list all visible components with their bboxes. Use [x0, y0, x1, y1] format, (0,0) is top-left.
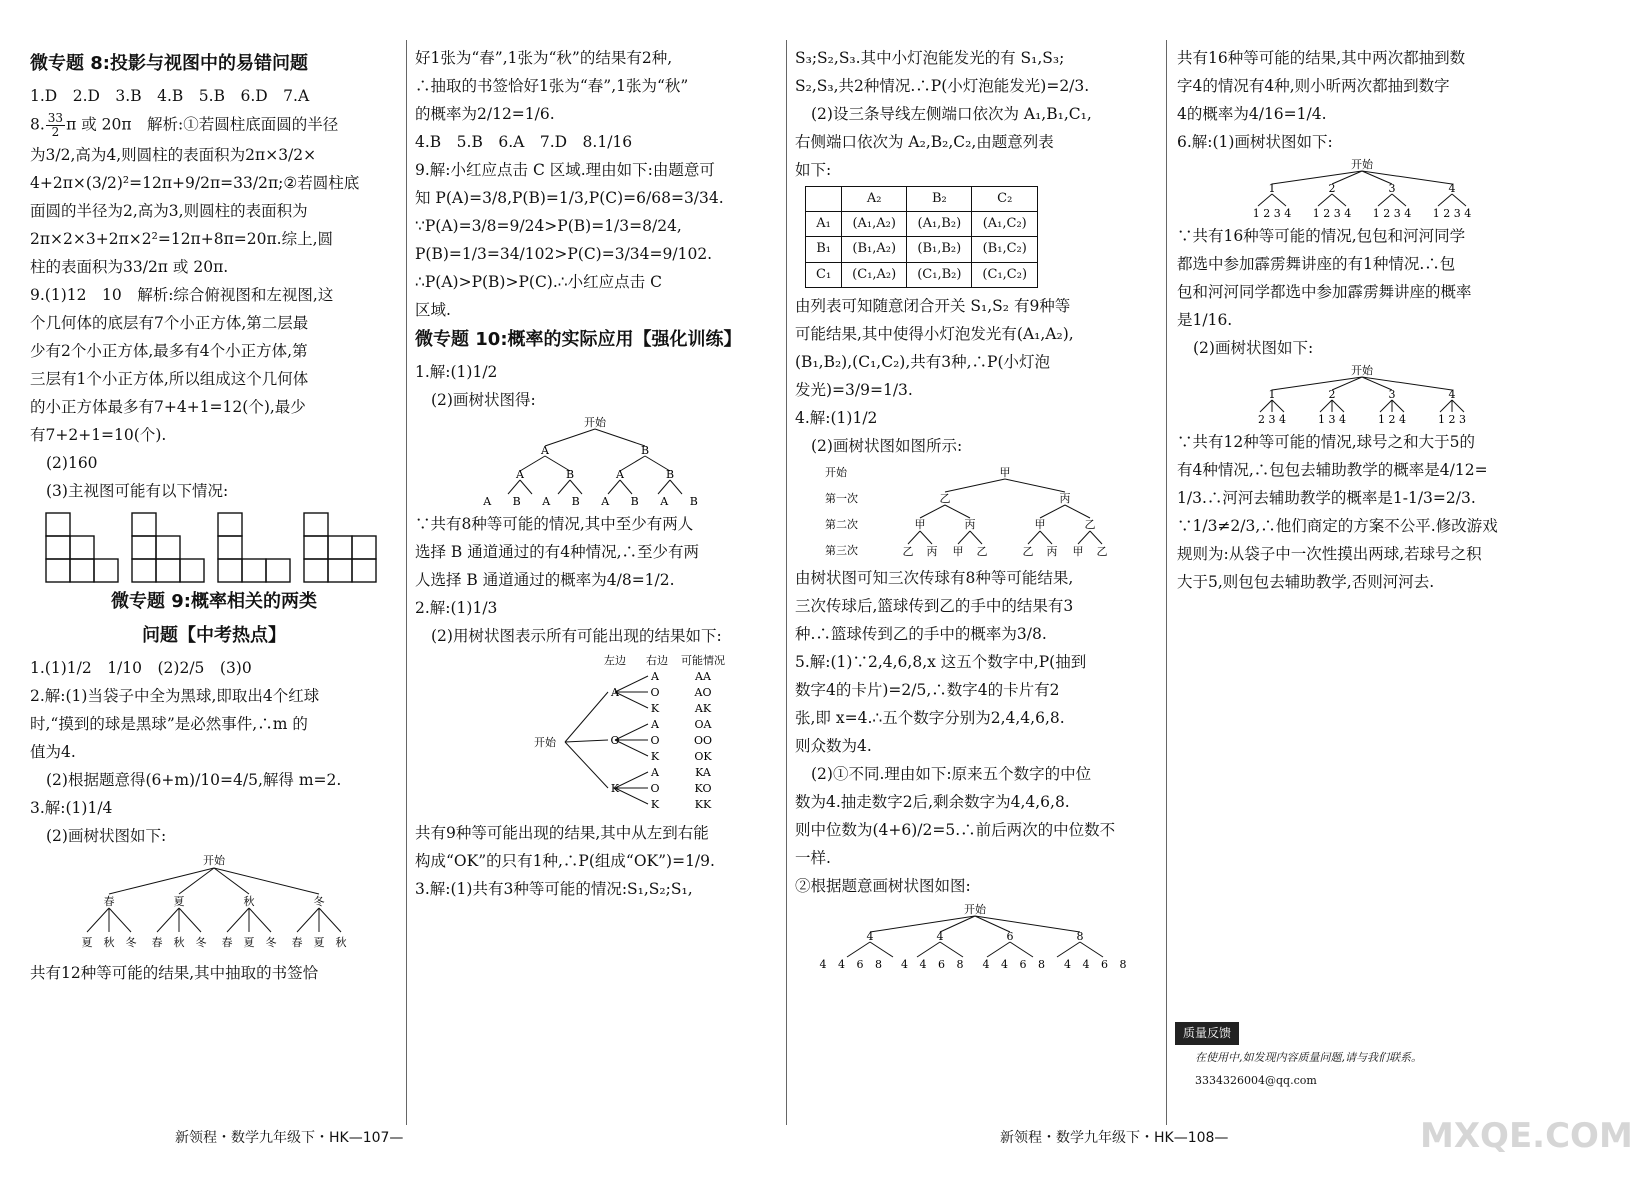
answer-line: 由树状图可知三次传球有8种等可能结果,: [795, 568, 1074, 587]
answer-line: (2)画树状图如图所示:: [811, 436, 963, 455]
tree-diagram-lectures: [1242, 158, 1482, 220]
tree-node: 8: [1076, 929, 1084, 943]
table-cell: C₁: [806, 262, 842, 287]
table-row: [806, 237, 1038, 262]
tree-root: 开始: [203, 854, 225, 868]
outcome-table: [805, 186, 1038, 288]
answer-line: 的概率为2/12=1/6.: [415, 105, 555, 124]
answer-line: 数字4的卡片)=2/5,∴数字4的卡片有2: [795, 680, 1060, 699]
answer-line: 1.解:(1)1/2: [415, 363, 498, 382]
tree-node: 3: [1388, 182, 1396, 196]
table-cell: (B₁,B₂): [907, 237, 972, 262]
answer-line: 知 P(A)=3/8,P(B)=1/3,P(C)=6/68=3/34.: [415, 189, 724, 208]
tree-node: 丙: [964, 517, 976, 531]
tree-node: B: [640, 444, 650, 458]
table-cell: B₁: [806, 237, 842, 262]
outcome: AO: [694, 686, 712, 700]
answer-line: 大于5,则包包去辅助教学,否则河河去.: [1177, 573, 1435, 592]
answer-line: 如下:: [795, 161, 832, 180]
answer-line: 好1张为“春”,1张为“秋”的结果有2种,: [415, 49, 673, 67]
answer-line: 区域.: [415, 301, 451, 320]
tree-root: 开始: [534, 736, 556, 750]
tree-node: 2: [1328, 388, 1336, 402]
tree-node: 甲: [1034, 517, 1046, 531]
tree-leaf: 冬: [125, 936, 137, 950]
answer-line: ∵共有16种等可能的情况,包包和河河同学: [1177, 227, 1466, 246]
quality-feedback-text: 在使用中,如发现内容质量问题,请与我们联系。: [1195, 1050, 1422, 1064]
outcome: KA: [695, 766, 711, 780]
table-cell: (B₁,C₂): [972, 237, 1038, 262]
answer-line: 可能结果,其中使得小灯泡发光有(A₁,A₂),: [795, 324, 1074, 343]
answer-line: (2)画树状图得:: [431, 391, 536, 410]
tree-root: 开始: [1351, 158, 1373, 172]
quality-feedback-tag: 质量反馈: [1175, 1022, 1239, 1045]
tree-node: 4: [866, 929, 874, 943]
answer-line: 张,即 x=4.∴五个数字分别为2,4,4,6,8.: [795, 708, 1065, 727]
table-cell: B₂: [907, 187, 972, 212]
answer-line: 6.解:(1)画树状图如下:: [1177, 133, 1333, 152]
tree-node: 甲: [914, 517, 926, 531]
tree-node: O: [650, 686, 660, 700]
tree-leaf: 冬: [195, 936, 207, 950]
column-divider: [786, 40, 787, 1125]
answer-line: 1.D 2.D 3.B 4.B 5.B 6.D 7.A: [30, 86, 310, 105]
outcome: AA: [695, 670, 711, 684]
tree-leaf: 春: [291, 936, 303, 950]
tree-node: 乙: [1084, 517, 1096, 531]
answer-line: 构成“OK”的只有1种,∴P(组成“OK”)=1/9.: [415, 852, 715, 871]
table-row: [806, 212, 1038, 237]
tree-node: A: [651, 670, 659, 684]
tree-leaf: 夏: [243, 936, 255, 950]
footer-left: 新领程・数学九年级下・HK—107—: [175, 1130, 404, 1146]
tree-leaf: 春: [221, 936, 233, 950]
answer-line: (2)160: [46, 454, 98, 473]
tree-row-label: 第三次: [825, 543, 858, 557]
answer-line: (B₁,B₂),(C₁,C₂),共有3种,∴P(小灯泡: [795, 352, 1051, 371]
section-heading-10: 微专题 10:概率的实际应用【强化训练】: [415, 329, 742, 351]
tree-leaves: 1 2 3 4: [1312, 207, 1352, 221]
tree-node: 冬: [313, 895, 325, 909]
tree-diagram-balls: [1242, 364, 1482, 426]
tree-leaf: 冬: [265, 936, 277, 950]
answer-line: 面圆的半径为2,高为3,则圆柱的表面积为: [30, 202, 308, 221]
tree-leaf: 夏: [313, 936, 325, 950]
column-2: [415, 46, 775, 1126]
tree-row-label: 第二次: [825, 517, 858, 531]
footer-right: 新领程・数学九年级下・HK—108—: [1000, 1130, 1229, 1146]
tree-leaf: 秋: [335, 936, 347, 950]
answer-line: 右侧端口依次为 A₂,B₂,C₂,由题意列表: [795, 133, 1054, 152]
tree-leaves: 1 2 3 4: [1372, 207, 1412, 221]
tree-node: 秋: [243, 895, 255, 909]
tree-root: 甲: [999, 465, 1011, 479]
answer-line: (2)画树状图如下:: [46, 827, 167, 846]
tree-node: 春: [103, 895, 115, 909]
answer-line: 则中位数为(4+6)/2=5.∴前后两次的中位数不: [795, 820, 1116, 839]
outcome: AK: [694, 702, 712, 716]
answer-line: 人选择 B 通道通过的概率为4/8=1/2.: [415, 571, 675, 590]
answer-line: ②根据题意画树状图如图:: [795, 876, 971, 895]
quality-feedback-box: [1175, 1020, 1555, 1089]
tree-node: A: [616, 468, 624, 482]
table-cell: (B₁,A₂): [842, 237, 907, 262]
column-1: [30, 46, 398, 1126]
answer-line: 5.解:(1)∵2,4,6,8,x 这五个数字中,P(抽到: [795, 652, 1087, 671]
tree-leaves: 1 2 3 4: [1432, 207, 1472, 221]
front-view-diagrams: [30, 509, 390, 584]
answer-line: ∴抽取的书签恰好1张为“春”,1张为“秋”: [415, 77, 689, 96]
answer-line: 2π×2×3+2π×2²=12π+8π=20π.综上,圆: [30, 230, 334, 249]
tree-node: O: [610, 734, 620, 748]
answer-line: 包和河河同学都选中参加霹雳舞讲座的概率: [1177, 283, 1472, 302]
tree-node: B: [665, 468, 675, 482]
answer-line: 字4的情况有4种,则小昕两次都抽到数字: [1177, 77, 1450, 96]
answer-line: (2)画树状图如下:: [1193, 339, 1314, 358]
tree-diagram-ok: [465, 652, 725, 817]
answer-line: 规则为:从袋子中一次性摸出两球,若球号之积: [1177, 545, 1482, 564]
tree-node: 夏: [173, 895, 185, 909]
table-cell: (A₁,A₂): [842, 212, 907, 237]
tree-leaves: A B A B A B A B: [483, 495, 707, 509]
table-cell: C₂: [972, 187, 1038, 212]
tree-node: 1: [1268, 388, 1276, 402]
answer-line: 8. $\frac{33}{2}$ π 或 20π 解析:①若圆柱底面圆的半径: [30, 110, 339, 140]
tree-leaf: 乙: [1096, 544, 1108, 558]
answer-line: 一样.: [795, 848, 831, 867]
tree-node: A: [651, 718, 659, 732]
tree-diagram-seasons: [49, 852, 379, 957]
tree-node: A: [516, 468, 524, 482]
tree-row-label: 开始: [825, 465, 847, 479]
tree-leaves: 1 2 4: [1378, 413, 1406, 427]
tree-leaf: 乙: [976, 544, 988, 558]
tree-node: 6: [1006, 929, 1014, 943]
tree-leaf: 乙: [1022, 544, 1034, 558]
answer-line: 3.解:(1)1/4: [30, 799, 113, 818]
answer-line: 共有9种等可能出现的结果,其中从左到右能: [415, 824, 709, 843]
tree-root: 开始: [1351, 364, 1373, 378]
tree-node: 丙: [1059, 491, 1071, 505]
answer-line: 时,“摸到的球是黑球”是必然事件,∴m 的: [30, 715, 308, 734]
answer-line: 9.(1)12 10 解析:综合俯视图和左视图,这: [30, 286, 334, 305]
answer-line: ∵共有12种等可能的情况,球号之和大于5的: [1177, 433, 1476, 452]
feedback-email[interactable]: 3334326004@qq.com: [1195, 1073, 1317, 1087]
answer-line: S₃;S₂,S₃.其中小灯泡能发光的有 S₁,S₃;: [795, 49, 1065, 67]
answer-line: 有4种情况,∴包包去辅助教学的概率是4/12=: [1177, 461, 1488, 480]
answer-line: 是1/16.: [1177, 311, 1233, 330]
section-heading-9-sub: 问题【中考热点】: [142, 625, 286, 647]
table-cell: (C₁,A₂): [842, 262, 907, 287]
answer-line: 9.解:小红应点击 C 区域.理由如下:由题意可: [415, 161, 715, 180]
column-3: [795, 46, 1155, 1126]
answer-line: 2.解:(1)当袋子中全为黑球,即取出4个红球: [30, 687, 320, 706]
answer-line: S₂,S₃,共2种情况.∴P(小灯泡能发光)=2/3.: [795, 77, 1090, 96]
tree-node: O: [650, 782, 660, 796]
answer-line: 的小正方体最多有7+4+1=12(个),最少: [30, 398, 306, 417]
tree-leaf: 乙: [902, 544, 914, 558]
answer-line: 1.(1)1/2 1/10 (2)2/5 (3)0: [30, 659, 252, 678]
tree-leaves: 1 2 3: [1438, 413, 1466, 427]
outcome: OO: [693, 734, 713, 748]
column-4: [1177, 46, 1547, 1126]
table-cell: (A₁,B₂): [907, 212, 972, 237]
answer-line: (2)设三条导线左侧端口依次为 A₁,B₁,C₁,: [811, 105, 1092, 124]
tree-leaf: 夏: [81, 936, 93, 950]
tree-leaf: 秋: [173, 936, 185, 950]
tree-leaf: 丙: [1046, 544, 1058, 558]
answer-line: P(B)=1/3=34/102>P(C)=3/34=9/102.: [415, 245, 713, 264]
column-divider: [406, 40, 407, 1125]
answer-line: 4+2π×(3/2)²=12π+9/2π=33/2π;②若圆柱底: [30, 174, 360, 193]
table-cell: A₂: [842, 187, 907, 212]
answer-line: 少有2个小正方体,最多有4个小正方体,第: [30, 342, 308, 361]
tree-node: 4: [1448, 182, 1456, 196]
outcome: OA: [694, 718, 712, 732]
answer-line: 发光)=3/9=1/3.: [795, 380, 913, 399]
outcome: OK: [694, 750, 712, 764]
answer-line: 都选中参加霹雳舞讲座的有1种情况.∴包: [1177, 255, 1456, 274]
answer-line: 2.解:(1)1/3: [415, 599, 498, 618]
tree-leaf: 春: [151, 936, 163, 950]
answer-line: (2)用树状图表示所有可能出现的结果如下:: [431, 627, 722, 646]
answer-line: 则众数为4.: [795, 736, 872, 755]
tree-leaves: 1 2 3 4: [1252, 207, 1292, 221]
answer-line: 共有12种等可能的结果,其中抽取的书签恰: [30, 964, 319, 983]
tree-node: A: [541, 444, 549, 458]
tree-node: 1: [1268, 182, 1276, 196]
answer-line: (3)主视图可能有以下情况:: [46, 482, 229, 501]
tree-node: B: [565, 468, 575, 482]
answer-line: 三次传球后,篮球传到乙的手中的结果有3: [795, 596, 1074, 615]
tree-node: O: [650, 734, 660, 748]
tree-node: 4: [936, 929, 944, 943]
tree-leaf: 甲: [952, 544, 964, 558]
section-heading-9: 微专题 9:概率相关的两类: [111, 591, 317, 613]
tree-leaf: 秋: [103, 936, 115, 950]
tree-node: K: [650, 798, 660, 812]
tree-node: 4: [1448, 388, 1456, 402]
tree-leaf: 丙: [926, 544, 938, 558]
tree-header: 可能情况: [681, 654, 725, 668]
table-cell: (C₁,C₂): [972, 262, 1038, 287]
tree-node: 2: [1328, 182, 1336, 196]
tree-node: 3: [1388, 388, 1396, 402]
answer-line: 三层有1个小正方体,所以组成这个几何体: [30, 370, 309, 389]
table-row: [806, 262, 1038, 287]
answer-line: 3.解:(1)共有3种等可能的情况:S₁,S₂;S₁,: [415, 880, 693, 899]
fraction: $\frac{33}{2}$: [47, 110, 64, 140]
tree-diagram-pass-ball: [825, 462, 1125, 562]
table-row: [806, 187, 1038, 212]
tree-node: K: [610, 782, 620, 796]
answer-line: 柱的表面积为33/2π 或 20π.: [30, 258, 229, 277]
table-cell: (C₁,B₂): [907, 262, 972, 287]
tree-node: A: [611, 686, 619, 700]
answer-line: (2)①不同.理由如下:原来五个数字的中位: [811, 764, 1092, 783]
tree-node: K: [650, 750, 660, 764]
answer-line: 4.B 5.B 6.A 7.D 8.1/16: [415, 133, 633, 152]
table-cell: A₁: [806, 212, 842, 237]
tree-leaf: 甲: [1072, 544, 1084, 558]
tree-diagram-channels: [483, 416, 707, 509]
answer-line: 由列表可知随意闭合开关 S₁,S₂ 有9种等: [795, 296, 1071, 315]
watermark: MXQE.COM: [1420, 1116, 1633, 1156]
answer-line: 为3/2,高为4,则圆柱的表面积为2π×3/2×: [30, 146, 317, 165]
column-divider: [1166, 40, 1167, 1125]
outcome: KO: [694, 782, 712, 796]
tree-node: 乙: [939, 491, 951, 505]
table-cell: (A₁,C₂): [972, 212, 1038, 237]
tree-root: 开始: [964, 902, 986, 916]
answer-line: ∵P(A)=3/8=9/24>P(B)=1/3=8/24,: [415, 217, 682, 236]
tree-leaves: 4 4 6 8 4 4 6 8 4 4 6 8 4 4 6 8: [819, 957, 1131, 971]
tree-leaves: 2 3 4: [1258, 413, 1286, 427]
table-cell: [806, 187, 842, 212]
answer-line: (2)根据题意得(6+m)/10=4/5,解得 m=2.: [46, 771, 342, 790]
tree-header: 右边: [646, 654, 668, 668]
answer-line: ∵共有8种等可能的情况,其中至少有两人: [415, 515, 694, 534]
answer-line: 有7+2+1=10(个).: [30, 426, 167, 445]
answer-line: 值为4.: [30, 743, 76, 762]
answer-line: 4.解:(1)1/2: [795, 408, 878, 427]
tree-node: K: [650, 702, 660, 716]
tree-row-label: 第一次: [825, 491, 858, 505]
tree-diagram-cards: [819, 902, 1131, 972]
answer-line: ∵1/3≠2/3,∴他们商定的方案不公平.修改游戏: [1177, 517, 1498, 536]
answer-line: ∴P(A)>P(B)>P(C).∴小红应点击 C: [415, 273, 662, 292]
tree-leaves: 1 3 4: [1318, 413, 1346, 427]
answer-line: 共有16种等可能的结果,其中两次都抽到数: [1177, 49, 1466, 67]
tree-header: 左边: [604, 654, 626, 668]
answer-line: 4的概率为4/16=1/4.: [1177, 105, 1327, 124]
tree-node: A: [651, 766, 659, 780]
answer-line: 个几何体的底层有7个小正方体,第二层最: [30, 314, 309, 333]
section-heading-8: 微专题 8:投影与视图中的易错问题: [30, 53, 308, 74]
outcome: KK: [694, 798, 712, 812]
answer-line: 数为4.抽走数字2后,剩余数字为4,4,6,8.: [795, 792, 1070, 811]
tree-root: 开始: [584, 416, 606, 430]
answer-line: 1/3.∴河河去辅助教学的概率是1-1/3=2/3.: [1177, 489, 1476, 508]
answer-line: 选择 B 通道通过的有4种情况,∴至少有两: [415, 543, 700, 562]
answer-line: 种.∴篮球传到乙的手中的概率为3/8.: [795, 624, 1047, 643]
